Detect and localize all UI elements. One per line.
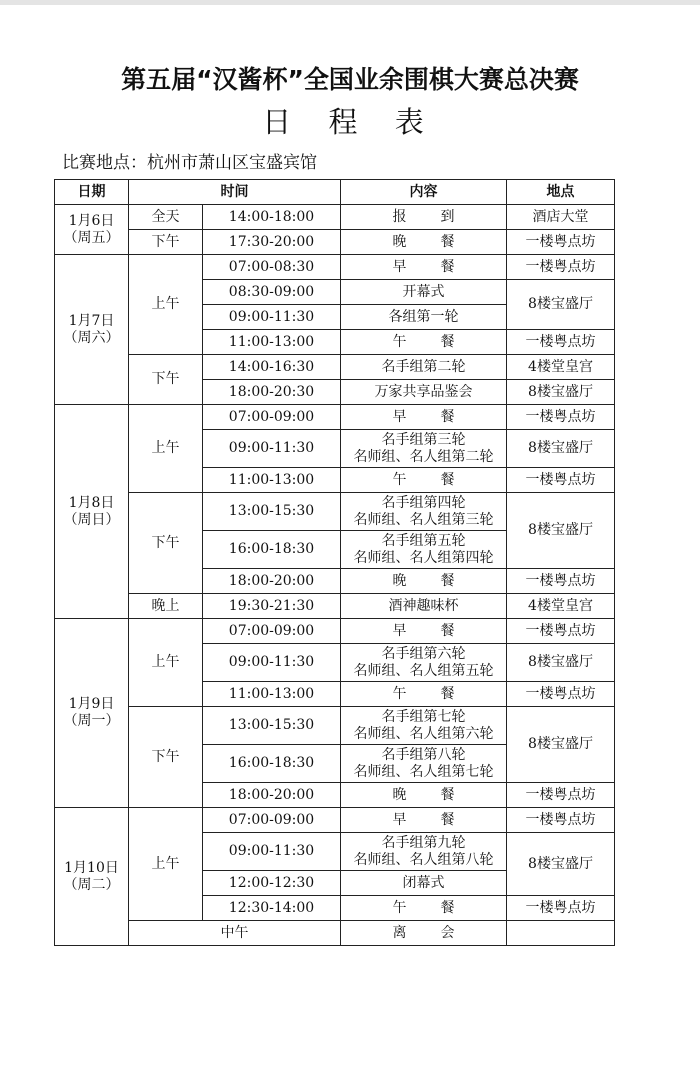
date-label: 1月10日 [64, 859, 119, 876]
content-cell: 报 到 [341, 205, 507, 230]
time-cell: 12:00-12:30 [203, 871, 341, 896]
content-cell: 万家共享品鉴会 [341, 380, 507, 405]
period-cell: 上午 [129, 619, 203, 707]
time-cell: 11:00-13:00 [203, 330, 341, 355]
content-line: 名手组第六轮 [381, 645, 466, 662]
content-line: 名手组第五轮 [381, 532, 466, 549]
period-cell: 上午 [129, 405, 203, 493]
location-cell: 一楼粤点坊 [507, 569, 615, 594]
header-date: 日期 [55, 180, 129, 205]
weekday-label: （周五） [63, 229, 120, 246]
content-cell [341, 707, 507, 745]
content-cell [341, 644, 507, 682]
weekday-label: （周六） [63, 329, 120, 346]
time-cell: 11:00-13:00 [203, 682, 341, 707]
table-row [55, 808, 615, 833]
time-cell: 07:00-09:00 [203, 619, 341, 644]
content-line: 名师组、名人组第四轮 [353, 549, 494, 566]
header-time: 时间 [129, 180, 341, 205]
period-cell: 下午 [129, 355, 203, 405]
location-cell: 一楼粤点坊 [507, 896, 615, 921]
location-cell: 8楼宝盛厅 [507, 380, 615, 405]
content-cell: 酒神趣味杯 [341, 594, 507, 619]
content-cell: 早 餐 [341, 619, 507, 644]
time-cell: 19:30-21:30 [203, 594, 341, 619]
content-cell: 闭幕式 [341, 871, 507, 896]
location-cell: 8楼宝盛厅 [507, 833, 615, 896]
content-cell [341, 430, 507, 468]
location-cell: 一楼粤点坊 [507, 619, 615, 644]
content-cell: 晚 餐 [341, 230, 507, 255]
document-title: 第五届“汉酱杯”全国业余围棋大赛总决赛 [121, 65, 579, 94]
location-cell: 一楼粤点坊 [507, 468, 615, 493]
content-cell: 各组第一轮 [341, 305, 507, 330]
period-cell: 下午 [129, 493, 203, 594]
table-row [55, 493, 615, 531]
time-cell: 12:30-14:00 [203, 896, 341, 921]
content-cell: 名手组第二轮 [341, 355, 507, 380]
content-cell: 晚 餐 [341, 569, 507, 594]
content-cell: 晚 餐 [341, 783, 507, 808]
content-cell: 午 餐 [341, 896, 507, 921]
time-cell: 14:00-16:30 [203, 355, 341, 380]
period-cell: 下午 [129, 707, 203, 808]
time-cell: 07:00-08:30 [203, 255, 341, 280]
time-cell: 16:00-18:30 [203, 745, 341, 783]
location-cell: 8楼宝盛厅 [507, 280, 615, 330]
time-cell: 08:30-09:00 [203, 280, 341, 305]
table-row [55, 921, 615, 946]
location-cell: 一楼粤点坊 [507, 783, 615, 808]
header-location: 地点 [507, 180, 615, 205]
content-cell [341, 493, 507, 531]
table-row [55, 619, 615, 644]
header-content: 内容 [341, 180, 507, 205]
location-cell: 一楼粤点坊 [507, 682, 615, 707]
content-line: 名师组、名人组第五轮 [353, 662, 494, 679]
table-row [55, 355, 615, 380]
date-cell [55, 205, 129, 255]
content-line: 名手组第七轮 [381, 708, 466, 725]
content-cell: 开幕式 [341, 280, 507, 305]
location-cell: 一楼粤点坊 [507, 255, 615, 280]
date-cell [55, 619, 129, 808]
time-cell: 09:00-11:30 [203, 430, 341, 468]
venue-line: 比赛地点：杭州市萧山区宝盛宾馆 [62, 153, 317, 173]
time-cell: 13:00-15:30 [203, 707, 341, 745]
content-line: 名师组、名人组第二轮 [353, 448, 494, 465]
table-row [55, 205, 615, 230]
time-cell: 18:00-20:00 [203, 569, 341, 594]
period-cell: 全天 [129, 205, 203, 230]
table-row [55, 405, 615, 430]
content-cell: 离 会 [341, 921, 507, 946]
period-cell: 上午 [129, 808, 203, 921]
content-cell [341, 833, 507, 871]
location-cell [507, 921, 615, 946]
table-row [55, 230, 615, 255]
location-cell: 一楼粤点坊 [507, 330, 615, 355]
content-cell: 早 餐 [341, 808, 507, 833]
location-cell: 4楼堂皇宫 [507, 355, 615, 380]
schedule-table [54, 179, 615, 946]
weekday-label: （周二） [63, 876, 120, 893]
location-cell: 一楼粤点坊 [507, 405, 615, 430]
location-cell: 8楼宝盛厅 [507, 707, 615, 783]
content-line: 名手组第八轮 [381, 746, 466, 763]
time-cell: 中午 [129, 921, 341, 946]
period-cell: 下午 [129, 230, 203, 255]
time-cell: 13:00-15:30 [203, 493, 341, 531]
location-cell: 酒店大堂 [507, 205, 615, 230]
content-cell: 午 餐 [341, 330, 507, 355]
content-line: 名手组第九轮 [381, 834, 466, 851]
table-row [55, 594, 615, 619]
time-cell: 09:00-11:30 [203, 305, 341, 330]
time-cell: 18:00-20:30 [203, 380, 341, 405]
date-cell [55, 808, 129, 946]
date-cell [55, 255, 129, 405]
location-cell: 8楼宝盛厅 [507, 430, 615, 468]
top-bar [0, 0, 700, 5]
location-cell: 一楼粤点坊 [507, 230, 615, 255]
time-cell: 16:00-18:30 [203, 531, 341, 569]
content-line: 名师组、名人组第六轮 [353, 725, 494, 742]
content-cell: 午 餐 [341, 468, 507, 493]
content-cell [341, 531, 507, 569]
location-cell: 8楼宝盛厅 [507, 644, 615, 682]
content-line: 名师组、名人组第三轮 [353, 511, 494, 528]
weekday-label: （周日） [63, 511, 120, 528]
content-line: 名师组、名人组第七轮 [353, 763, 494, 780]
period-cell: 上午 [129, 255, 203, 355]
location-cell: 4楼堂皇宫 [507, 594, 615, 619]
time-cell: 18:00-20:00 [203, 783, 341, 808]
content-cell: 早 餐 [341, 255, 507, 280]
table-header-row [55, 180, 615, 205]
time-cell: 17:30-20:00 [203, 230, 341, 255]
time-cell: 11:00-13:00 [203, 468, 341, 493]
table-row [55, 707, 615, 745]
date-label: 1月9日 [68, 696, 115, 712]
weekday-label: （周一） [63, 713, 120, 729]
date-label: 1月8日 [68, 494, 115, 511]
time-cell: 07:00-09:00 [203, 405, 341, 430]
location-cell: 8楼宝盛厅 [507, 493, 615, 569]
time-cell: 14:00-18:00 [203, 205, 341, 230]
content-line: 名手组第三轮 [381, 431, 466, 448]
date-label: 1月7日 [68, 312, 115, 329]
document-subtitle: 日 程 表 [262, 105, 438, 139]
time-cell: 09:00-11:30 [203, 833, 341, 871]
content-cell: 早 餐 [341, 405, 507, 430]
table-row [55, 255, 615, 280]
date-cell [55, 405, 129, 619]
period-cell: 晚上 [129, 594, 203, 619]
time-cell: 07:00-09:00 [203, 808, 341, 833]
content-line: 名师组、名人组第八轮 [353, 851, 494, 868]
time-cell: 09:00-11:30 [203, 644, 341, 682]
content-cell: 午 餐 [341, 682, 507, 707]
content-line: 名手组第四轮 [381, 494, 466, 511]
location-cell: 一楼粤点坊 [507, 808, 615, 833]
date-label: 1月6日 [68, 212, 115, 229]
content-cell [341, 745, 507, 783]
